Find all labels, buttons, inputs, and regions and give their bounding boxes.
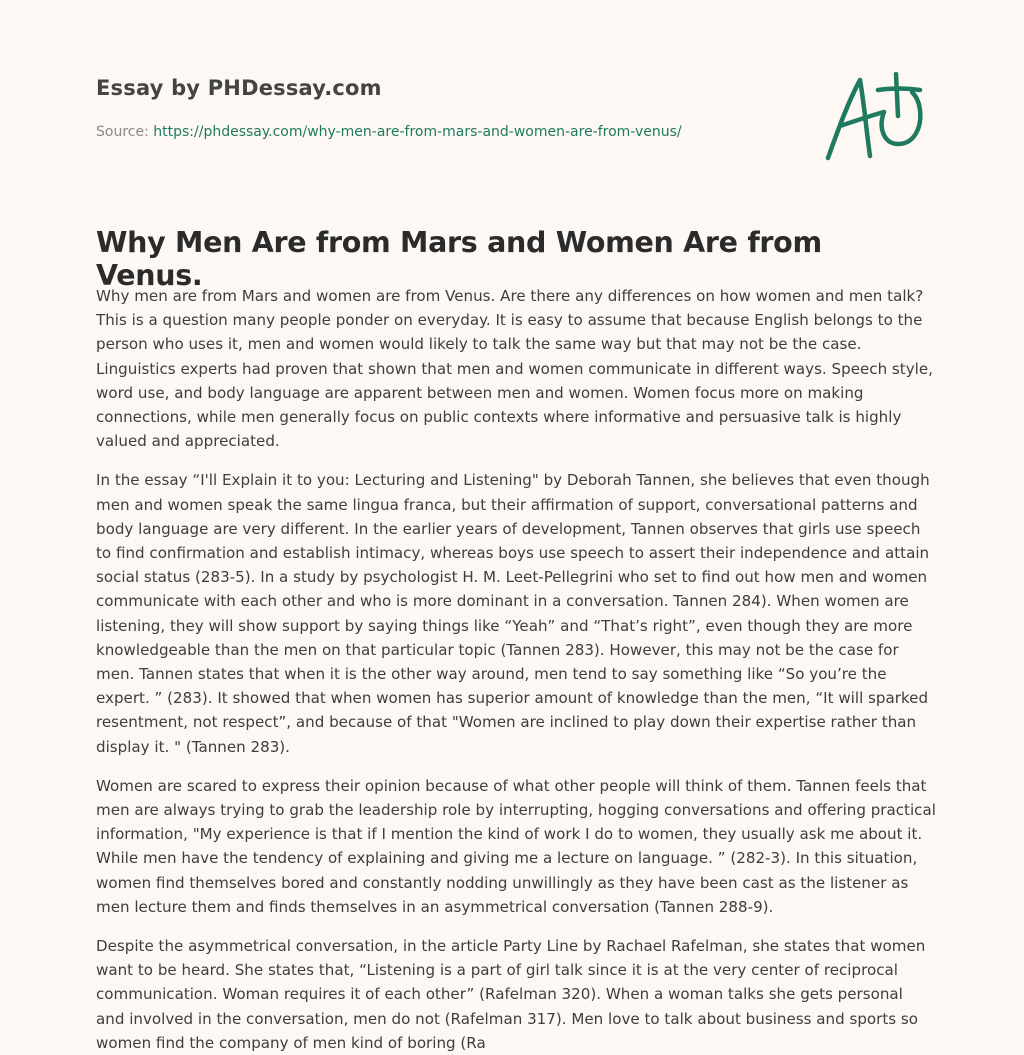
- brand-title: Essay by PHDessay.com: [96, 76, 382, 100]
- essay-paragraph: Why men are from Mars and women are from Venus. Are there any differences on how women and men talk? This is a question many people ponder on everyday. It is easy to assume that because English belongs to the person who uses it, men and women would likely to talk the same way but that may not be the case. Linguistics experts had proven that shown that men and women communicate in different ways. Speech style, word use, and body language are apparent between men and women. Women focus more on making connections, while men generally focus on public contexts where informative and persuasive talk is highly valued and appreciated.: [96, 287, 933, 451]
- essay-title: Why Men Are from Mars and Women Are from Venus.: [96, 226, 822, 292]
- essay-paragraph: Women are scared to express their opinion because of what other people will think of them. Tannen feels that men are always trying to grab the leadership role by interrupting, hogging conversations and offering practical information, "My experience is that if I mention the kind of work I do to women, they usually ask me about it. While men have the tendency of explaining and giving me a lecture on language. ” (282-3). In this situation, women find themselves bored and constantly nodding unwillingly as they have been cast as the listener as men lecture them and finds themselves in an asymmetrical conversation (Tannen 288-9).: [96, 776, 936, 916]
- source-label: Source:: [96, 124, 154, 140]
- a-plus-grade-icon: [818, 68, 928, 164]
- essay-paragraph: Despite the asymmetrical conversation, in the article Party Line by Rachael Rafelman, she states that women want to be heard. She states that, “Listening is a part of girl talk since it is at the very center of reciprocal communication. Woman requires it of each other” (Rafelman 320). When a woman talks she gets personal and involved in the conversation, men do not (Rafelman 317). Men love to talk about business and sports so women find the company of men kind of boring (Ra: [96, 937, 926, 1052]
- essay-header: [96, 76, 796, 140]
- source-line: [96, 124, 796, 140]
- essay-paragraph: In the essay “I'll Explain it to you: Lecturing and Listening" by Deborah Tannen, she believes that even though men and women speak the same lingua franca, but their affirmation of support, conversational patterns and body language are very different. In the earlier years of development, Tannen observes that girls use speech to find confirmation and establish intimacy, whereas boys use speech to assert their independence and attain social status (283-5). In a study by psychologist H. M. Leet-Pellegrini who set to find out how men and women communicate with each other and who is more dominant in a conversation. Tannen 284). When women are listening, they will show support by saying things like “Yeah” and “That’s right”, even though they are more knowledgeable than the men on that particular topic (Tannen 283). However, this may not be the case for men. Tannen states that when it is the other way around, men tend to say something like “So you’re the expert. ” (283). It showed that when women has superior amount of knowledge than the men, “It will sparked resentment, not respect”, and because of that "Women are inclined to play down their expertise rather than display it. " (Tannen 283).: [96, 471, 930, 756]
- essay-body: [96, 284, 936, 1052]
- source-link[interactable]: https://phdessay.com/why-men-are-from-mars-and-women-are-from-venus/: [153, 124, 682, 140]
